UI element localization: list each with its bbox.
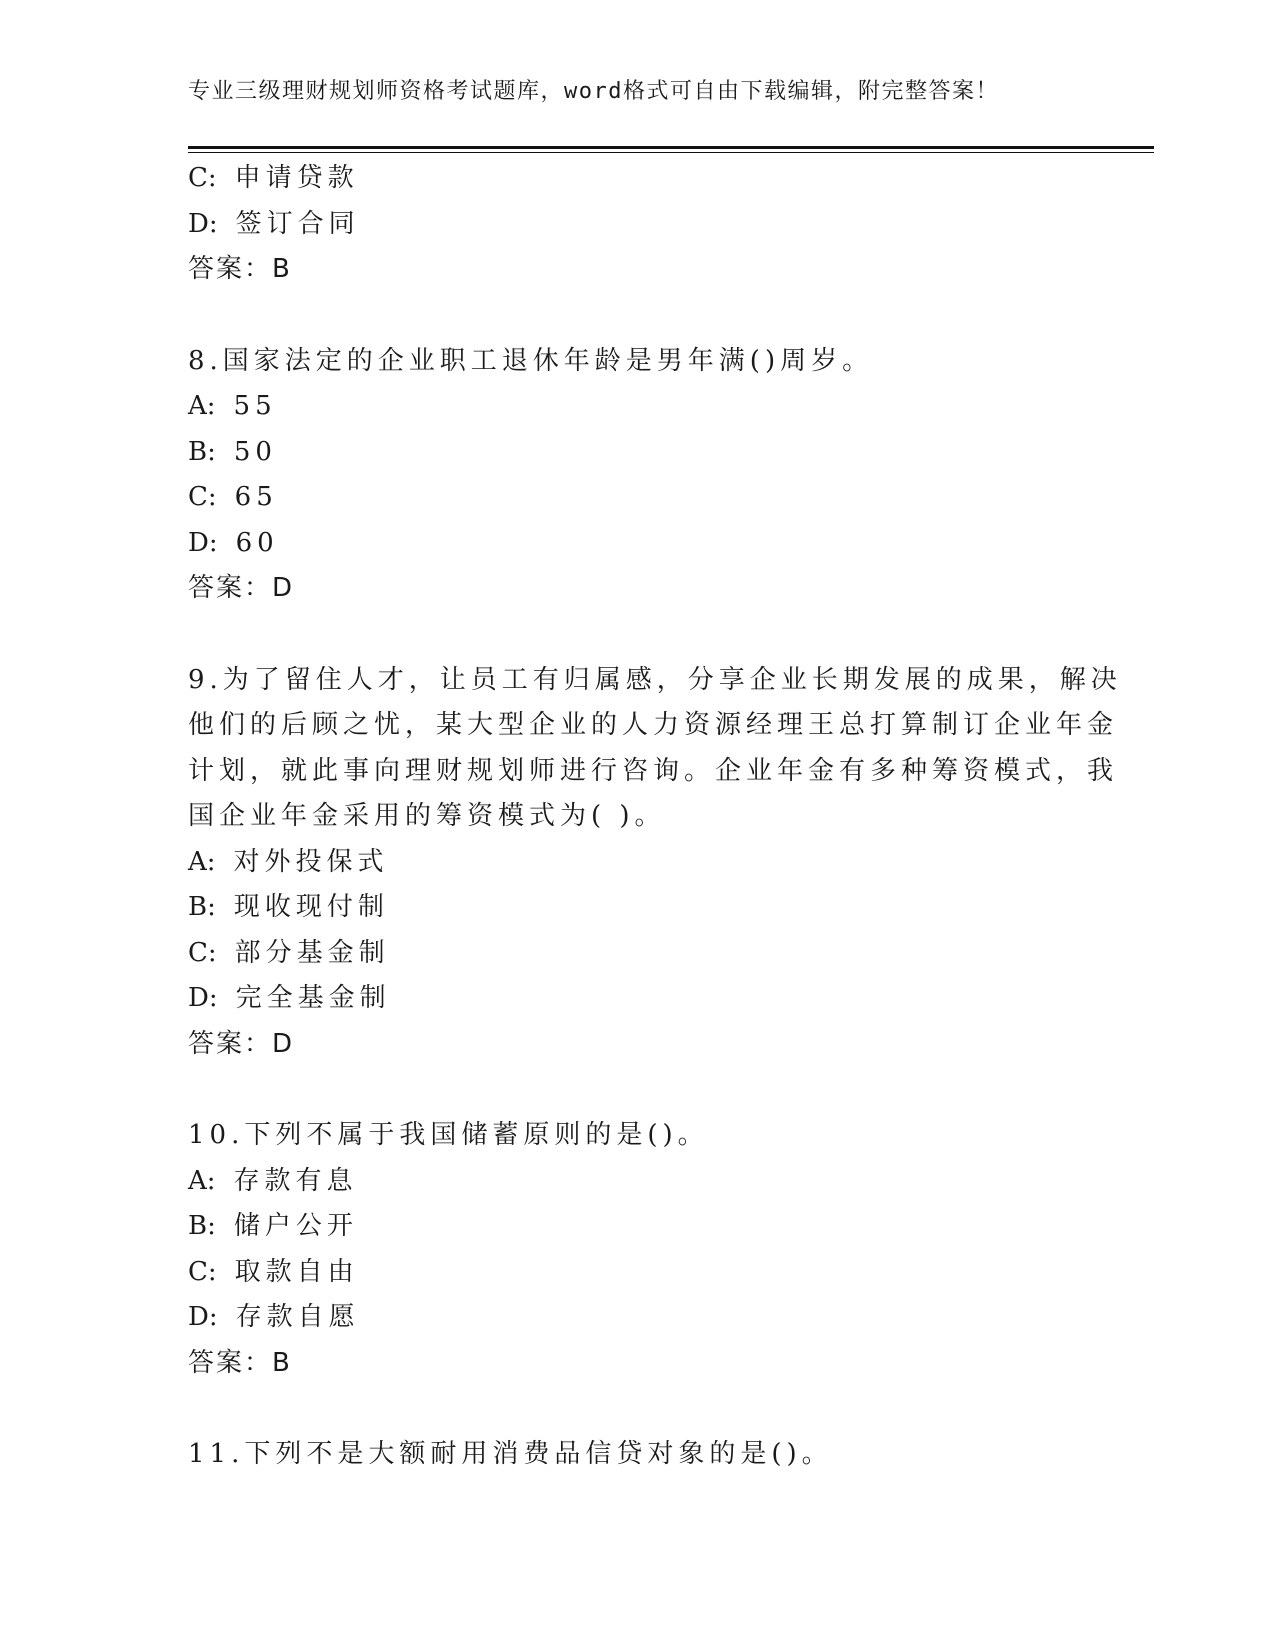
question-stem-line: 9.为了留住人才，让员工有归属感，分享企业长期发展的成果，解决 — [188, 664, 1122, 695]
question-stem: 11.下列不是大额耐用消费品信贷对象的是()。 — [188, 1439, 833, 1469]
answer-line: 答案：D — [188, 1028, 295, 1059]
question-9 — [188, 658, 1122, 1068]
option-letter: D: — [188, 1302, 218, 1332]
question-stem-line: 计划，就此事向理财规划师进行咨询。企业年金有多种筹资模式，我 — [188, 755, 1119, 786]
option-text: 现收现付制 — [233, 892, 389, 922]
option-letter: C: — [188, 937, 217, 968]
question-8 — [188, 339, 1078, 612]
question-stem-line: 他们的后顾之忧，某大型企业的人力资源经理王总打算制订企业年金 — [188, 710, 1119, 740]
option-a — [188, 840, 1078, 886]
option-d — [188, 521, 1078, 567]
question-7-tail — [188, 156, 1078, 293]
spacer — [188, 612, 1078, 658]
option-text: 50 — [233, 436, 277, 467]
option-letter: A: — [188, 846, 216, 877]
option-letter: D: — [188, 208, 218, 239]
option-d — [188, 202, 1078, 248]
answer-line: 答案：D — [188, 573, 295, 603]
option-d — [188, 976, 1078, 1022]
option-letter: C: — [188, 163, 217, 193]
spacer — [188, 293, 1078, 339]
option-text: 65 — [234, 482, 278, 512]
spacer — [188, 1386, 1078, 1432]
option-text: 60 — [235, 527, 279, 558]
option-text: 存款有息 — [233, 1165, 358, 1196]
option-text: 对外投保式 — [233, 846, 389, 877]
question-stem-line: 国企业年金采用的筹资模式为( )。 — [188, 801, 666, 831]
question-11 — [188, 1432, 1078, 1478]
page-header: 专业三级理财规划师资格考试题库，word格式可自由下载编辑，附完整答案！ — [188, 79, 999, 104]
answer-line: 答案：B — [188, 254, 292, 284]
option-c — [188, 475, 1078, 521]
option-letter: C: — [188, 1256, 217, 1287]
option-b — [188, 430, 1078, 476]
spacer — [188, 1067, 1078, 1113]
question-content — [188, 156, 1122, 1478]
option-c — [188, 156, 1078, 202]
option-letter: B: — [188, 892, 216, 922]
option-b — [188, 885, 1078, 931]
option-text: 存款自愿 — [235, 1302, 360, 1332]
header-divider-thin — [188, 152, 1154, 153]
option-letter: A: — [188, 391, 216, 421]
option-b — [188, 1204, 1078, 1250]
option-letter: D: — [188, 983, 218, 1013]
option-text: 签订合同 — [235, 208, 360, 239]
question-10 — [188, 1113, 1078, 1386]
option-text: 完全基金制 — [235, 983, 391, 1013]
option-d — [188, 1295, 1078, 1341]
option-letter: B: — [188, 436, 216, 467]
option-letter: D: — [188, 527, 218, 558]
question-stem: 10.下列不属于我国储蓄原则的是()。 — [188, 1120, 709, 1150]
option-letter: C: — [188, 482, 217, 512]
option-letter: B: — [188, 1211, 216, 1241]
answer-line: 答案：B — [188, 1347, 292, 1378]
option-text: 部分基金制 — [234, 937, 390, 968]
option-letter: A: — [188, 1165, 216, 1196]
option-text: 取款自由 — [234, 1256, 359, 1287]
question-stem: 8.国家法定的企业职工退休年龄是男年满()周岁。 — [188, 345, 874, 376]
option-c — [188, 931, 1078, 977]
option-text: 申请贷款 — [234, 163, 359, 193]
option-a — [188, 1159, 1078, 1205]
option-a — [188, 384, 1078, 430]
option-text: 55 — [233, 391, 277, 421]
option-text: 储户公开 — [233, 1211, 358, 1241]
option-c — [188, 1250, 1078, 1296]
header-divider — [188, 146, 1154, 149]
